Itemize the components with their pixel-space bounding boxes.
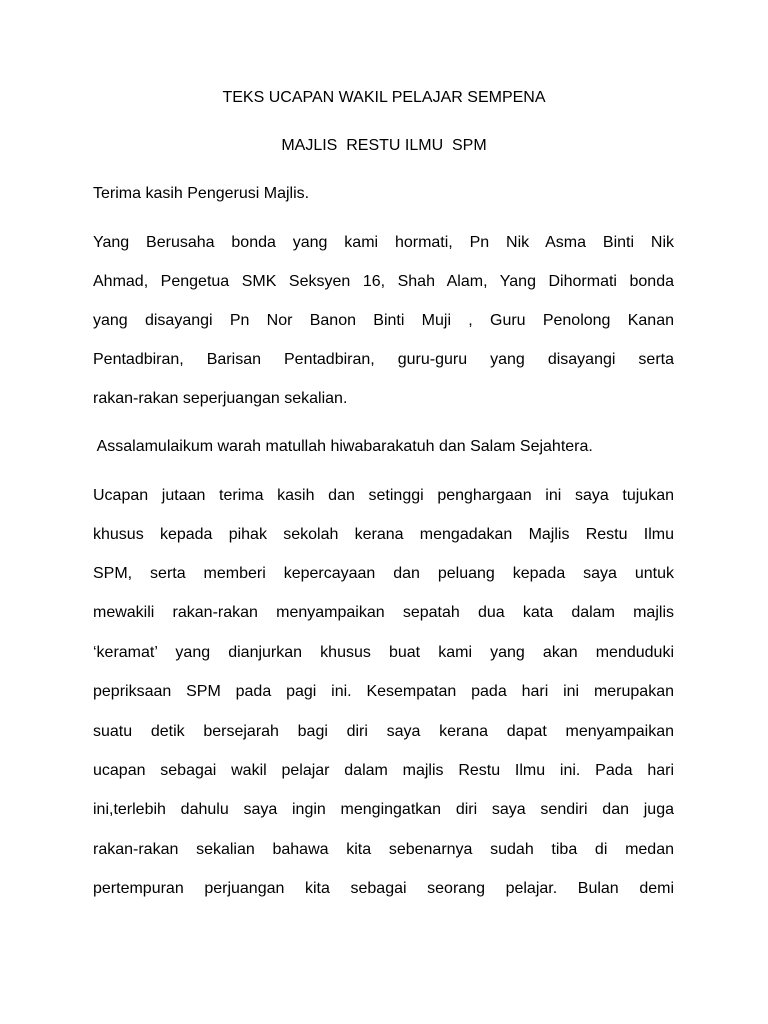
paragraph-2-line: ucapan sebagai wakil pelajar dalam majlis Restu Ilmu ini. Pada hari <box>93 762 674 779</box>
paragraph-2-line: rakan-rakan sekalian bahawa kita sebenarnya sudah tiba di medan <box>93 841 674 858</box>
paragraph-2-line: SPM, serta memberi kepercayaan dan peluang kepada saya untuk <box>93 565 674 582</box>
paragraph-2-line: Ucapan jutaan terima kasih dan setinggi penghargaan ini saya tujukan <box>93 487 674 504</box>
paragraph-2-line: ini,terlebih dahulu saya ingin mengingatkan diri saya sendiri dan juga <box>93 801 674 818</box>
paragraph-1-line: Yang Berusaha bonda yang kami hormati, Pn Nik Asma Binti Nik <box>93 234 674 251</box>
paragraph-2-line: pertempuran perjuangan kita sebagai seorang pelajar. Bulan demi <box>93 880 674 897</box>
paragraph-2-line: khusus kepada pihak sekolah kerana mengadakan Majlis Restu Ilmu <box>93 526 674 543</box>
document-title-line-1: TEKS UCAPAN WAKIL PELAJAR SEMPENA <box>222 89 546 106</box>
paragraph-1-line: Pentadbiran, Barisan Pentadbiran, guru-guru yang disayangi serta <box>93 351 674 368</box>
paragraph-2-line: suatu detik bersejarah bagi diri saya kerana dapat menyampaikan <box>93 723 674 740</box>
paragraph-1-line: Ahmad, Pengetua SMK Seksyen 16, Shah Alam, Yang Dihormati bonda <box>93 273 674 290</box>
paragraph-1-line: yang disayangi Pn Nor Banon Binti Muji , Guru Penolong Kanan <box>93 312 674 329</box>
paragraph-2-line: ‘keramat’ yang dianjurkan khusus buat kami yang akan menduduki <box>93 644 674 661</box>
salam-text: Assalamulaikum warah matullah hiwabarakatuh dan Salam Sejahtera. <box>93 438 593 455</box>
paragraph-2-line: mewakili rakan-rakan menyampaikan sepatah dua kata dalam majlis <box>93 604 674 621</box>
document-title-line-2: MAJLIS RESTU ILMU SPM <box>281 137 487 154</box>
paragraph-2-line: pepriksaan SPM pada pagi ini. Kesempatan pada hari ini merupakan <box>93 683 674 700</box>
greeting-text: Terima kasih Pengerusi Majlis. <box>93 185 310 202</box>
paragraph-1-line: rakan-rakan seperjuangan sekalian. <box>93 390 348 407</box>
